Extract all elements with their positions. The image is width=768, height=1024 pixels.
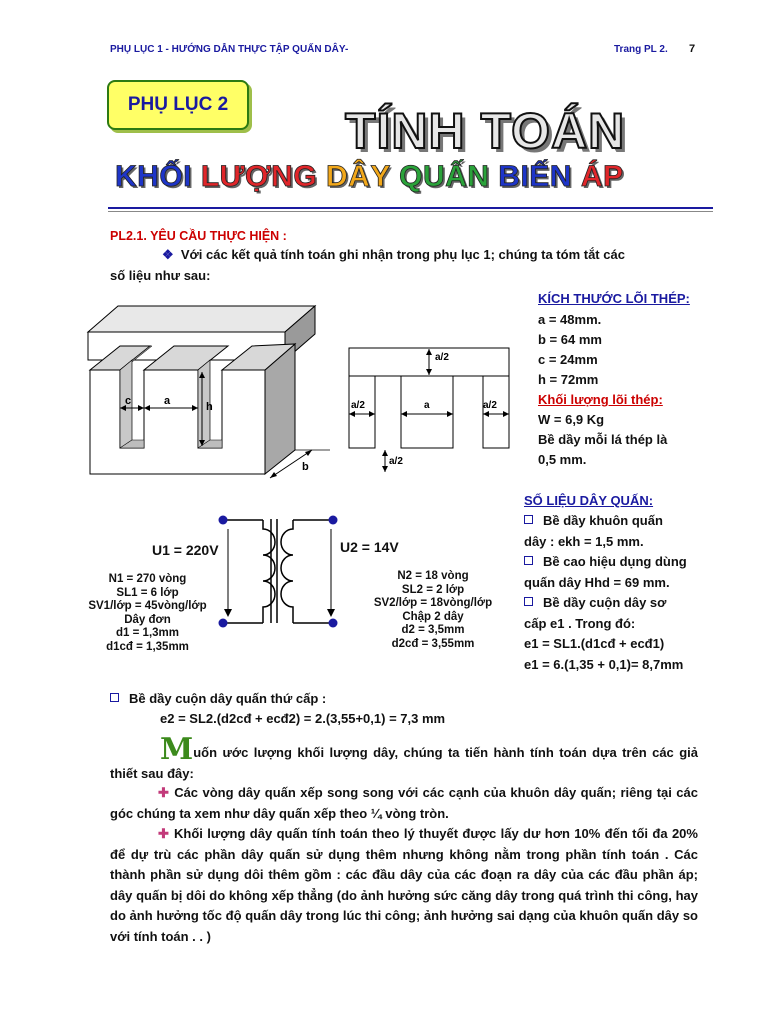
sec-label-a2-top: a/2 <box>435 352 449 363</box>
dropcap: M <box>160 732 194 767</box>
body-paragraph-3-text: Khối lượng dây quấn tính toán theo lý thuyết được lấy dư hơn 10% đến tối đa 20% để dự trù các phần dây quấn sử dụng thêm nhưng không nằm trong phần tính toán . Các thành phần sử dụng dôi thêm gồm : các đầu dây của các đoạn ra dây của các đầu phần áp; dây quấn bị dôi do không xếp thẳng (do ảnh hưởng sức căng dây trong quá trình thi công, hay do ảnh hưởng tốc độ quấn dây trong lúc thi công; ảnh hưởng sai dạng của khuôn quấn dây so với tính toán . . ) <box>110 826 698 944</box>
core-specs-list <box>538 310 667 470</box>
secondary-thickness-text: Bề dầy cuộn dây quấn thứ cấp : <box>129 691 327 706</box>
subtitle-word-2: DÂY <box>325 160 400 193</box>
core-3d-drawing <box>80 300 350 490</box>
body-paragraph-1 <box>110 732 698 784</box>
winding-item-2b: quấn dây Hhd = 69 mm. <box>524 574 670 590</box>
intro-line-1 <box>162 245 625 265</box>
core-thickness-1: Bề dầy mỗi lá thép là <box>538 432 668 447</box>
sec-label-a2-right: a/2 <box>483 400 497 411</box>
secondary-sl2: SL2 = 2 lớp <box>401 583 465 596</box>
winding-item-2 <box>524 552 687 573</box>
winding-formula-1: e1 = SL1.(d1cđ + ecđ1) <box>524 636 665 651</box>
subtitle-word-1: LƯỢNG <box>200 160 326 193</box>
intro-line-2: số liệu như sau: <box>110 268 211 283</box>
hand-pointer-icon: ✚ <box>158 785 170 800</box>
core-thickness-2: 0,5 mm. <box>538 452 587 467</box>
core-spec-a: a = 48mm. <box>538 312 602 327</box>
primary-winding-data <box>80 573 215 654</box>
subtitle-word-0: KHỐI <box>115 160 201 193</box>
secondary-wire-type: Chập 2 dây <box>402 610 464 623</box>
primary-n1: N1 = 270 vòng <box>108 573 187 585</box>
square-bullet-icon <box>524 515 533 524</box>
winding-data-list <box>524 511 687 675</box>
core-spec-h: h = 72mm <box>538 372 599 387</box>
dim-label-a: a <box>164 395 171 407</box>
transformer-schematic <box>215 515 345 633</box>
square-bullet-icon <box>110 693 119 702</box>
core-specs-heading: KÍCH THƯỚC LÕI THÉP: <box>538 291 690 306</box>
secondary-winding-data <box>363 570 503 651</box>
header-page-number: 7 <box>689 43 696 55</box>
primary-sl1: SL1 = 6 lớp <box>116 586 179 599</box>
subtitle-word-3: QUẤN <box>399 160 499 193</box>
winding-formula-2: e1 = 6.(1,35 + 0,1)= 8,7mm <box>524 656 684 672</box>
sec-label-a2-left: a/2 <box>351 400 365 411</box>
page-title: TÍNH TOÁN <box>345 103 626 159</box>
section-heading: PL2.1. YÊU CẦU THỰC HIỆN : <box>110 229 287 243</box>
winding-item-3b: cấp e1 . Trong đó: <box>524 615 636 631</box>
dim-label-c: c <box>125 395 132 407</box>
header-page-label: Trang PL 2. <box>614 44 668 55</box>
secondary-thickness-formula: e2 = SL2.(d2cđ + ecđ2) = 2.(3,55+0,1) = 7,3 mm <box>160 711 446 726</box>
winding-data-heading: SỐ LIỆU DÂY QUẤN: <box>524 493 654 508</box>
winding-item-3-text: Bề dầy cuộn dây sơ <box>543 595 667 610</box>
core-section-drawing <box>345 340 515 475</box>
sec-label-a2-bottom: a/2 <box>389 456 403 467</box>
appendix-label: PHỤ LỤC 2 <box>107 80 249 130</box>
diamond-bullet-icon: ❖ <box>162 247 174 262</box>
square-bullet-icon <box>524 556 533 565</box>
title-rule <box>108 207 713 209</box>
primary-d1: d1 = 1,3mm <box>116 627 179 639</box>
winding-item-1-text: Bề dầy khuôn quấn <box>543 513 663 528</box>
body-paragraph-2 <box>110 783 698 824</box>
intro-text-1: Với các kết quả tính toán ghi nhận trong phụ lục 1; chúng ta tóm tắt các <box>180 247 625 262</box>
body-paragraph-1-text: uốn ước lượng khối lượng dây, chúng ta tiến hành tính toán dựa trên các giả thiết sau đây: <box>110 745 698 781</box>
body-paragraph-2-text: Các vòng dây quấn xếp song song với các cạnh của khuôn dây quấn; riêng tại các góc chúng ta xem như dây quấn xếp theo ¼ vòng tròn. <box>110 785 698 821</box>
title-rule-thin <box>108 211 713 212</box>
square-bullet-icon <box>524 597 533 606</box>
secondary-n2: N2 = 18 vòng <box>397 570 469 582</box>
header-left: PHỤ LỤC 1 - HƯỚNG DẪN THỰC TẬP QUẤN DÂY- <box>110 44 349 55</box>
winding-item-1b: dây : ekh = 1,5 mm. <box>524 533 644 549</box>
core-mass-heading: Khối lượng lõi thép: <box>538 392 663 407</box>
body-paragraph-3 <box>110 824 698 947</box>
primary-wire-type: Dây đơn <box>124 613 171 626</box>
subtitle-word-5: ÁP <box>580 160 624 193</box>
core-spec-b: b = 64 mm <box>538 332 602 347</box>
u1-label: U1 = 220V <box>152 542 219 558</box>
secondary-sv2: SV2/lớp = 18vòng/lớp <box>373 597 493 609</box>
dim-label-b: b <box>302 461 309 473</box>
winding-item-1 <box>524 511 687 532</box>
primary-d1cd: d1cđ = 1,35mm <box>106 640 189 653</box>
u2-label: U2 = 14V <box>340 539 399 555</box>
secondary-d2cd: d2cđ = 3,55mm <box>391 637 475 650</box>
winding-item-3 <box>524 593 687 614</box>
dim-label-h: h <box>206 401 213 413</box>
secondary-thickness-label <box>110 689 326 709</box>
page-subtitle <box>115 160 624 194</box>
winding-item-2-text: Bề cao hiệu dụng dùng <box>543 554 687 569</box>
secondary-d2: d2 = 3,5mm <box>401 624 465 636</box>
core-mass: W = 6,9 Kg <box>538 412 605 427</box>
subtitle-word-4: BIẾN <box>498 160 581 193</box>
core-spec-c: c = 24mm <box>538 352 598 367</box>
sec-label-a: a <box>424 400 430 411</box>
primary-sv1: SV1/lớp = 45vòng/lớp <box>88 600 207 612</box>
hand-pointer-icon: ✚ <box>158 826 170 841</box>
